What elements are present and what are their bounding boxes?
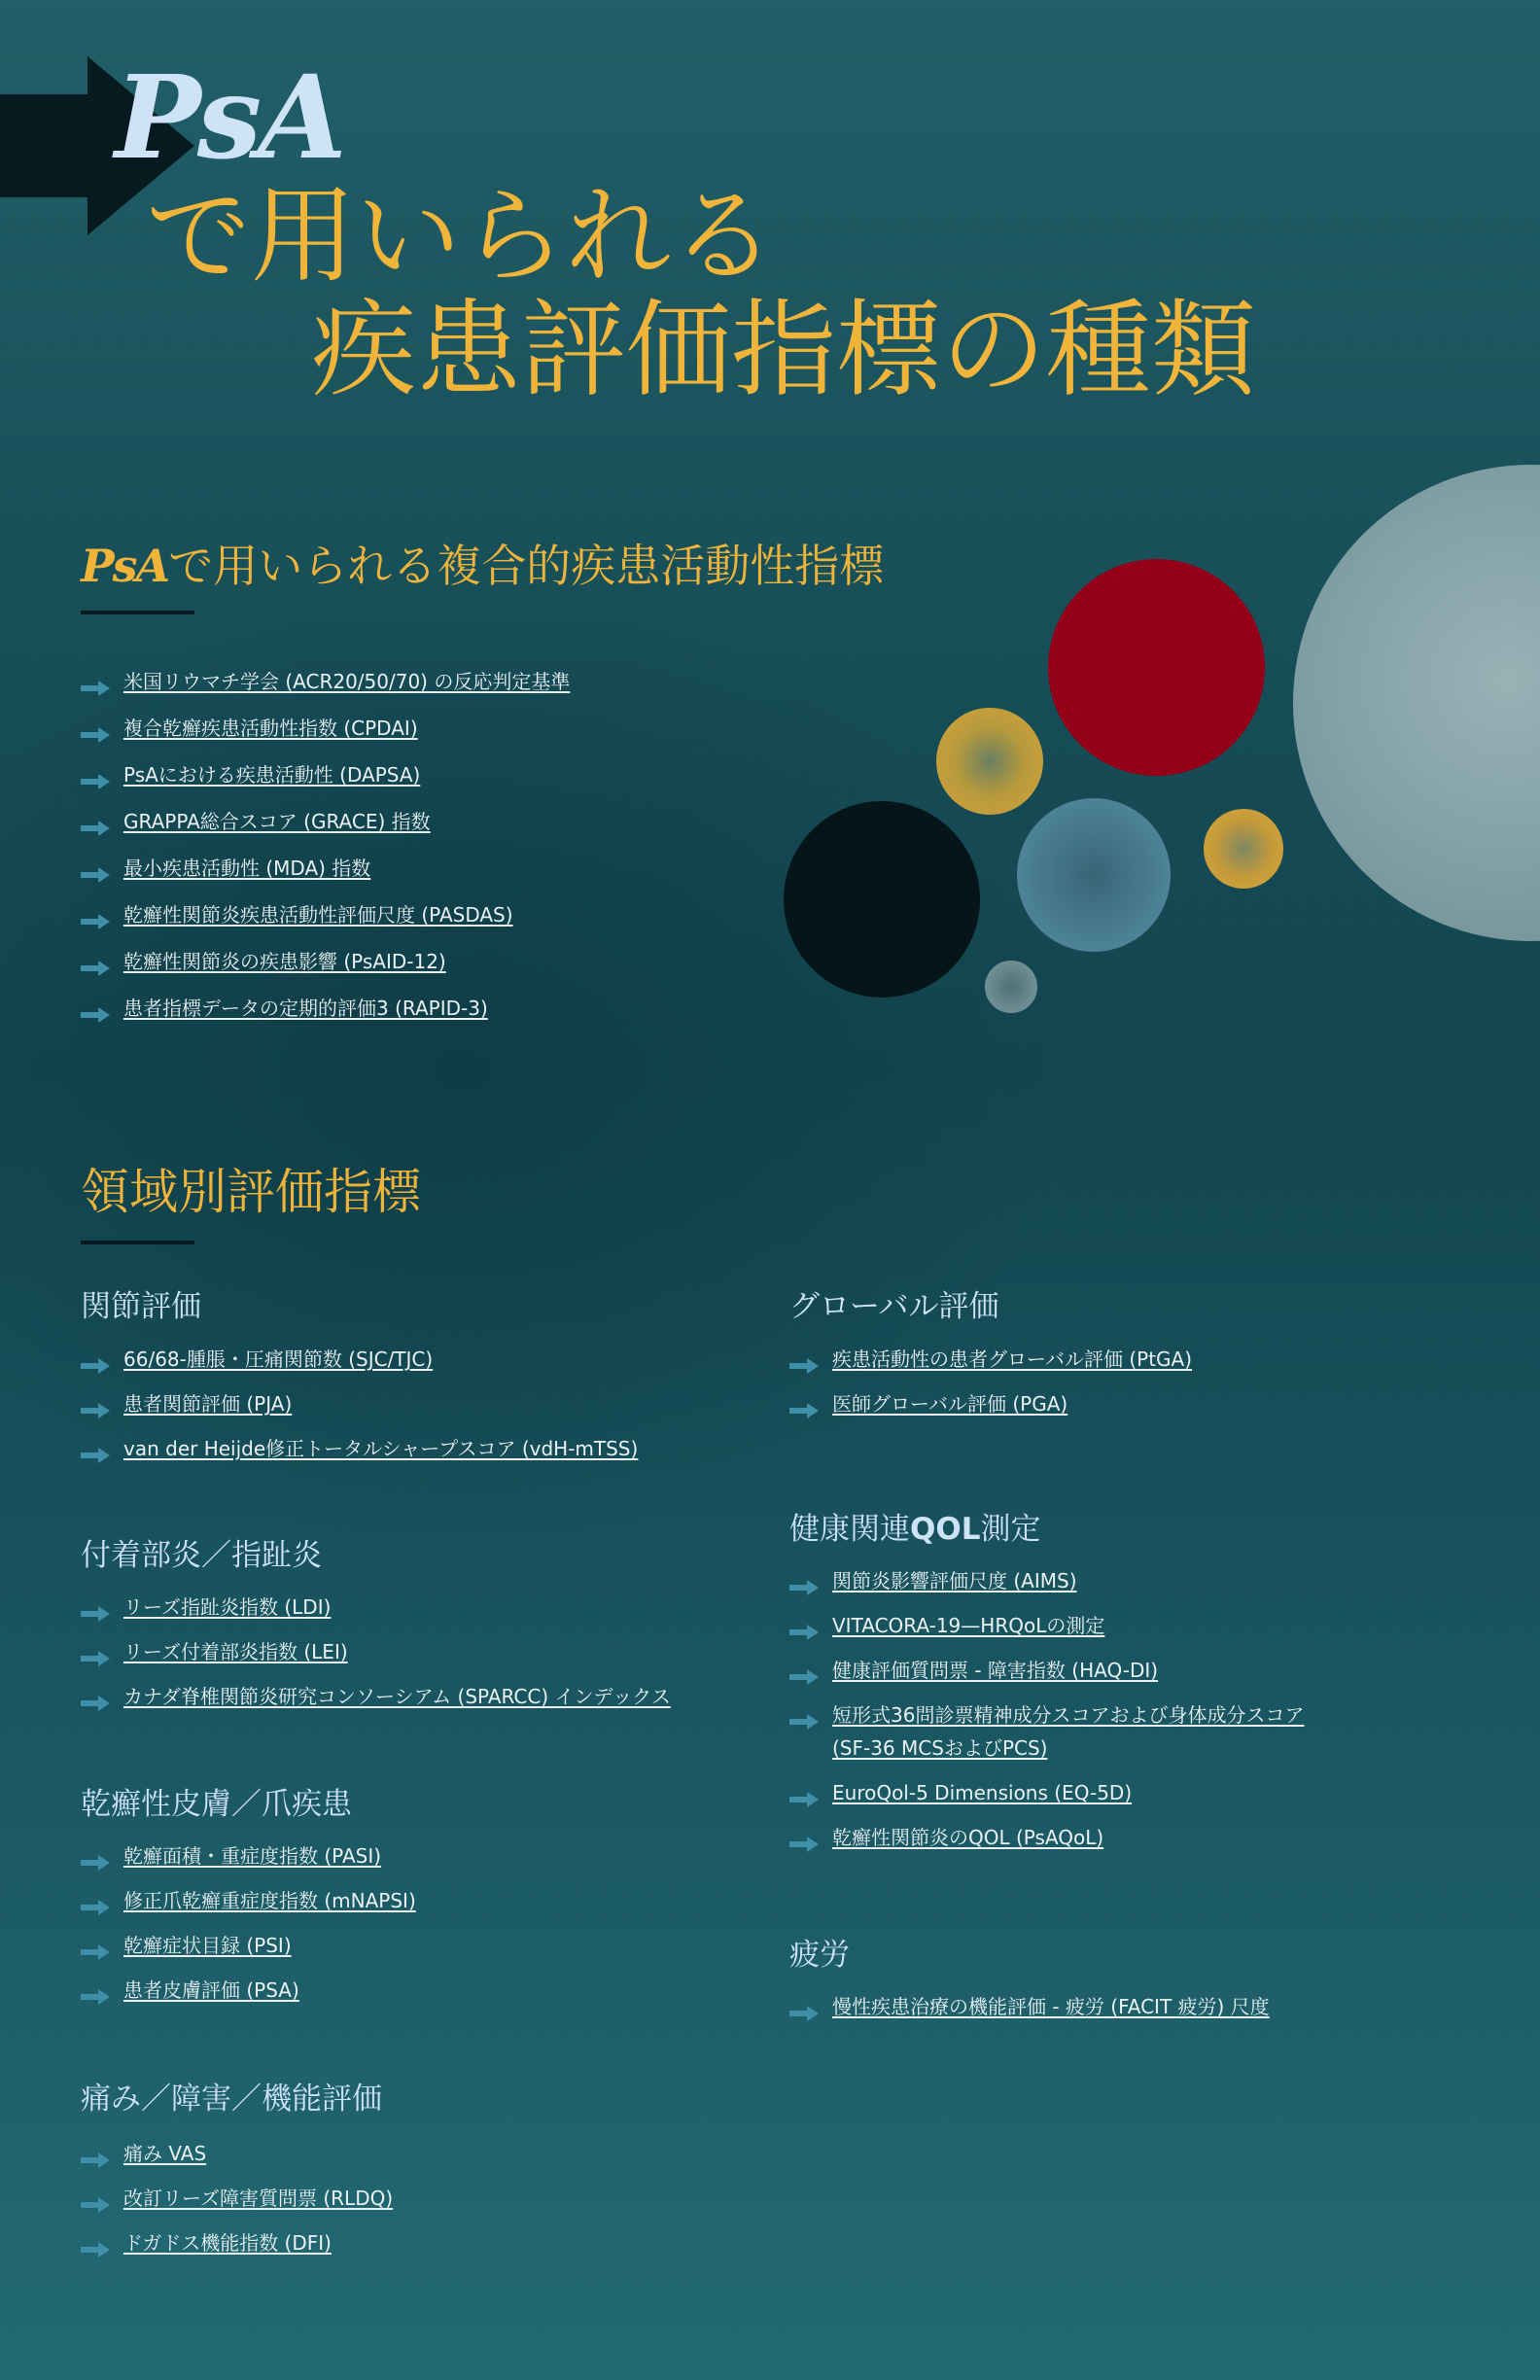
list-item[interactable] [81,760,570,790]
list-item[interactable] [81,667,570,697]
list-item[interactable] [81,1976,416,2006]
heading-hrqol-bold: QOL [910,1512,981,1547]
heading-global-assessment: グローバル評価 [789,1289,999,1324]
decorative-circle-large [1293,465,1540,941]
domain-section-title: 領域別評価指標 [81,1164,421,1220]
list-item-link[interactable]: 乾癬面積・重症度指数 (PASI) [123,1844,382,1868]
arrow-right-icon [81,2236,110,2252]
list-item[interactable] [81,1886,416,1916]
list-item-link[interactable]: 最小疾患活動性 (MDA) 指数 [123,857,371,880]
heading-fatigue: 疲労 [789,1938,850,1973]
pain-function-list [81,2139,393,2273]
list-item-link[interactable]: 複合乾癬疾患活動性指数 (CPDAI) [123,717,418,740]
heading-pain-function: 痛み／障害／機能評価 [81,2082,382,2117]
list-item[interactable] [81,2139,393,2169]
psa-logo: PsA [115,50,343,185]
decorative-circle-red [1048,559,1265,776]
list-item[interactable] [81,854,570,884]
list-item-link[interactable]: VITACORA-19—HRQoLの測定 [832,1614,1105,1637]
arrow-right-icon [81,721,110,737]
arrow-right-icon [81,955,110,970]
list-item-link[interactable]: リーズ付着部炎指数 (LEI) [123,1640,348,1663]
arrow-right-icon [81,1894,110,1909]
list-item[interactable] [81,994,570,1024]
page-title-line2: 疾患評価指標の種類 [311,290,1257,411]
arrow-right-icon [81,1983,110,1999]
list-item[interactable] [789,1611,1304,1641]
list-item-link[interactable]: van der Heijde修正トータルシャープスコア (vdH-mTSS) [123,1437,639,1460]
arrow-right-icon [81,1645,110,1661]
list-item-link[interactable]: GRAPPA総合スコア (GRACE) 指数 [123,810,431,833]
list-item-link[interactable]: 健康評価質問票 - 障害指数 (HAQ-DI) [832,1659,1159,1682]
list-item-link[interactable]: ドガドス機能指数 (DFI) [123,2231,332,2255]
list-item[interactable] [81,1345,638,1375]
hrqol-list [789,1566,1304,1868]
composite-section-title [81,540,884,593]
heading-joint-assessment: 関節評価 [81,1289,201,1324]
list-item-link[interactable]: PsAにおける疾患活動性 (DAPSA) [123,763,421,787]
list-item-link[interactable]: 米国リウマチ学会 (ACR20/50/70) の反応判定基準 [123,670,571,693]
list-item-link[interactable]: リーズ指趾炎指数 (LDI) [123,1595,332,1619]
arrow-right-icon [789,1708,819,1724]
global-assessment-list [789,1345,1192,1434]
joint-assessment-list [81,1345,638,1479]
arrow-right-icon [81,1397,110,1413]
list-item[interactable] [81,2228,393,2258]
list-item-link[interactable]: EuroQol-5 Dimensions (EQ-5D) [832,1781,1133,1804]
list-item[interactable] [789,1566,1304,1596]
list-item[interactable] [81,947,570,977]
list-item[interactable] [81,807,570,837]
list-item-link[interactable]: 乾癬性関節炎の疾患影響 (PsAID-12) [123,950,446,973]
enthesitis-dactylitis-list [81,1592,671,1727]
list-item[interactable] [789,1778,1304,1808]
arrow-right-icon [81,1442,110,1457]
composite-title-psa: PsA [81,540,169,592]
list-item[interactable] [81,1841,416,1872]
decorative-circle-gold [936,708,1043,815]
list-item-link[interactable]: 改訂リーズ障害質問票 (RLDQ) [123,2187,394,2210]
arrow-right-icon [81,2191,110,2207]
list-item[interactable] [81,714,570,744]
heading-hrqol-post: 測定 [980,1512,1041,1547]
arrow-right-icon [81,908,110,924]
list-item[interactable] [81,2184,393,2214]
list-item-link[interactable]: (SF-36 MCSおよびPCS) [832,1736,1048,1760]
decorative-circle-black [784,801,980,998]
list-item[interactable] [81,1682,671,1712]
list-item[interactable] [789,1992,1270,2022]
list-item[interactable] [81,1931,416,1961]
decorative-circle-blue [1017,798,1171,952]
composite-title-text: で用いられる複合的疾患活動性指標 [168,540,885,592]
domain-title-underline [81,1241,194,1244]
composite-index-list [81,667,570,1040]
heading-skin-nail: 乾癬性皮膚／爪疾患 [81,1787,352,1822]
arrow-right-icon [789,1786,819,1802]
arrow-right-icon [81,1849,110,1865]
list-item[interactable] [81,1389,638,1419]
arrow-right-icon [789,1397,819,1413]
arrow-right-icon [789,1574,819,1590]
heading-enthesitis-dactylitis: 付着部炎／指趾炎 [81,1538,322,1573]
list-item[interactable] [81,900,570,930]
list-item[interactable] [789,1823,1304,1853]
arrow-right-icon [81,1939,110,1954]
list-item[interactable] [81,1434,638,1464]
list-item-link[interactable]: 医師グローバル評価 (PGA) [832,1392,1068,1416]
arrow-right-icon [81,768,110,784]
heading-hrqol [789,1512,1040,1548]
arrow-right-icon [81,1690,110,1705]
arrow-right-icon [81,1600,110,1616]
list-item[interactable] [81,1637,671,1667]
list-item-link[interactable]: 患者皮膚評価 (PSA) [123,1978,299,2002]
arrow-right-icon [81,861,110,877]
list-item[interactable] [789,1656,1304,1686]
skin-nail-list [81,1841,416,2020]
arrow-right-icon [789,1663,819,1679]
list-item-link[interactable]: カナダ脊椎関節炎研究コンソーシアム (SPARCC) インデックス [123,1685,671,1708]
list-item-link[interactable]: 痛み VAS [123,2142,207,2165]
fatigue-list [789,1992,1270,2037]
list-item[interactable] [81,1592,671,1623]
page-title-line1: で用いられる [146,176,777,298]
arrow-right-icon [81,815,110,830]
list-item-link[interactable]: 関節炎影響評価尺度 (AIMS) [832,1569,1077,1592]
arrow-right-icon [81,1352,110,1368]
list-item-link[interactable]: 66/68-腫脹・圧痛関節数 (SJC/TJC) [123,1348,434,1371]
list-item-link[interactable]: 乾癬症状目録 (PSI) [123,1934,292,1957]
list-item-link[interactable]: 乾癬性関節炎のQOL (PsAQoL) [832,1826,1104,1849]
decorative-circle-gold-small [1204,809,1283,889]
arrow-right-icon [81,1001,110,1017]
header-arrow-bar [0,94,92,197]
list-item-link[interactable]: 乾癬性関節炎疾患活動性評価尺度 (PASDAS) [123,903,513,927]
heading-hrqol-pre: 健康関連 [789,1512,910,1547]
arrow-right-icon [789,2000,819,2015]
list-item-link[interactable]: 短形式36問診票精神成分スコアおよび身体成分スコア [832,1703,1305,1727]
list-item-link[interactable]: 患者指標データの定期的評価3 (RAPID-3) [123,997,488,1020]
list-item[interactable] [789,1700,1304,1731]
arrow-right-icon [81,2147,110,2162]
list-item[interactable] [789,1389,1192,1419]
list-item-link[interactable]: 修正爪乾癬重症度指数 (mNAPSI) [123,1889,416,1912]
arrow-right-icon [789,1619,819,1634]
list-item-link[interactable]: 疾患活動性の患者グローバル評価 (PtGA) [832,1348,1193,1371]
list-item[interactable] [789,1345,1192,1375]
list-item[interactable] [789,1733,1304,1764]
decorative-circle-grey-small [985,961,1037,1013]
composite-title-underline [81,611,194,614]
arrow-right-icon [81,675,110,690]
arrow-right-icon [789,1352,819,1368]
list-item-link[interactable]: 患者関節評価 (PJA) [123,1392,293,1416]
list-item-link[interactable]: 慢性疾患治療の機能評価 - 疲労 (FACIT 疲労) 尺度 [832,1995,1270,2018]
arrow-right-icon [789,1831,819,1846]
